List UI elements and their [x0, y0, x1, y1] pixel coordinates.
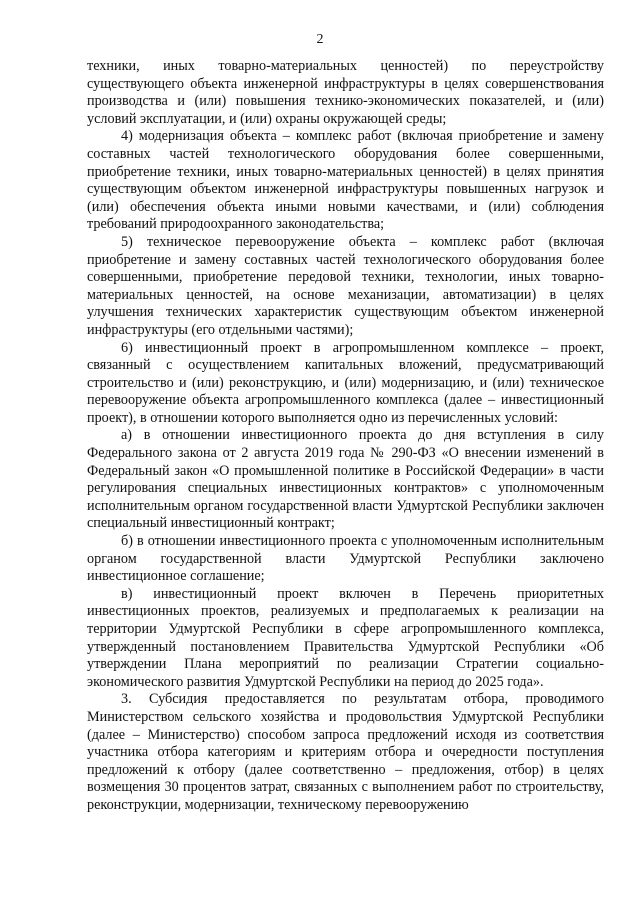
paragraph-condition-c: в) инвестиционный проект включен в Перечень приоритетных инвестиционных проектов, реализуемых и предполагаемых к реализации на территории Удмуртской Республики в сфере агропромышленного комплекса, утвержденный постановлением Правительства Удмуртской Республики «Об утверждении Плана мероприятий по реализации Стратегии социально-экономического развития Удмуртской Республики на период до 2025 года».	[87, 585, 604, 690]
paragraph-subsidy-selection: 3. Субсидия предоставляется по результатам отбора, проводимого Министерством сельского хозяйства и продовольствия Удмуртской Республики (далее – Министерство) способом запроса предложений исходя из соответствия участника отбора категориям и критериям отбора и очередности поступления предложений к отбору (далее соответственно – предложения, отбор) в целях возмещения 30 процентов затрат, связанных с выполнением работ по строительству, реконструкции, модернизации, техническому перевооружению	[87, 691, 604, 813]
paragraph-condition-b: б) в отношении инвестиционного проекта с уполномоченным исполнительным органом государственной власти Удмуртской Республики заключено инвестиционное соглашение;	[87, 533, 604, 585]
paragraph-technical-reequipment: 5) техническое перевооружение объекта – комплекс работ (включая приобретение и замену составных частей технологического оборудования более совершенными, приобретение передовой техники, технологии, иных товарно-материальных ценностей, на основе механизации, автоматизации) в целях улучшения технических характеристик существующим объектом инженерной инфраструктуры (его отдельными частями);	[87, 233, 604, 338]
paragraph-condition-a: а) в отношении инвестиционного проекта до дня вступления в силу Федерального закона от 2 августа 2019 года № 290-ФЗ «О внесении изменений в Федеральный закон «О промышленной политике в Российской Федерации» в части регулирования специальных инвестиционных контрактов» с уполномоченным исполнительным органом государственной власти Удмуртской Республики заключен специальный инвестиционный контракт;	[87, 427, 604, 532]
paragraph-investment-project: 6) инвестиционный проект в агропромышленном комплексе – проект, связанный с осуществлением капитальных вложений, предусматривающий строительство и (или) реконструкцию, и (или) модернизацию, и (или) техническое перевооружение объекта агропромышленного комплекса (далее – инвестиционный проект), в отношении которого выполняется одно из перечисленных условий:	[87, 339, 604, 426]
paragraph-modernization: 4) модернизация объекта – комплекс работ (включая приобретение и замену составных частей технологического оборудования более совершенными, приобретение техники, иных товарно-материальных ценностей) в целях принятия существующим объектом инженерной инфраструктуры повышенных нагрузок и (или) обеспечения объекта иными новыми качествами, и (или) соблюдения требований природоохранного законодательства;	[87, 128, 604, 233]
document-body	[87, 58, 604, 815]
paragraph-continuation: техники, иных товарно-материальных ценностей) по переустройству существующего объекта инженерной инфраструктуры в целях совершенствования производства и (или) повышения технико-экономических показателей, и (или) условий эксплуатации, и (или) охраны окружающей среды;	[87, 58, 604, 127]
page-number: 2	[316, 32, 324, 47]
